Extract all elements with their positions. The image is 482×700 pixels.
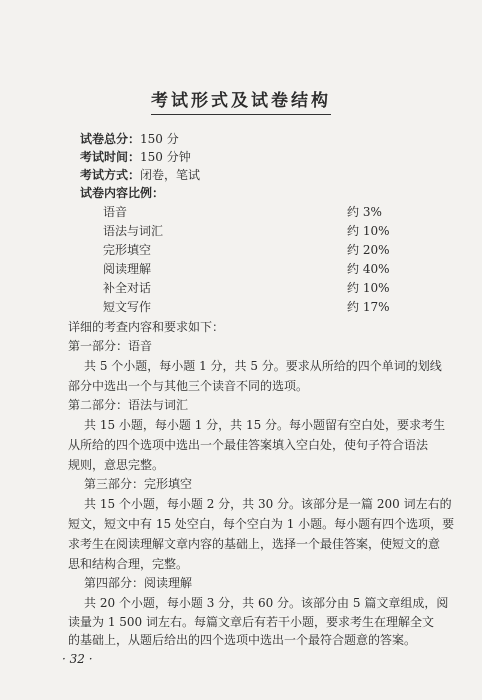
ratio-row [103,261,390,277]
ratio-row [103,242,390,258]
part1-text-line: 部分中选出一个与其他三个读音不同的选项。 [68,379,309,393]
part4-text-line: 读量为 1 500 词左右。每篇文章后有若干小题，要求考生在理解全文 [68,615,434,629]
exam-method-label: 考试方式： [80,168,141,182]
part3-text-line: 思和结构合理，完整。 [68,557,189,571]
part1-text-line: 共 5 个小题，每小题 1 分，共 5 分。要求从所给的四个单词的划线 [84,359,442,373]
part4-heading: 第四部分：阅读理解 [84,576,193,590]
ratio-percent: 约 10% [347,281,390,295]
part3-text-line: 短文，短文中有 15 处空白，每个空白为 1 小题。每小题有四个选项，要 [68,517,455,531]
ratio-percent: 约 20% [347,243,390,257]
exam-method-value: 闭卷，笔试 [140,168,201,182]
exam-time [80,149,191,165]
ratio-name: 补全对话 [103,281,152,295]
exam-time-value: 150 分钟 [140,150,191,164]
total-score-label: 试卷总分： [80,132,141,146]
details-intro: 详细的考查内容和要求如下： [68,320,225,334]
part4-text-line: 共 20 个小题，每小题 3 分，共 60 分。该部分由 5 篇文章组成，阅 [84,596,449,610]
exam-time-label: 考试时间： [80,150,141,164]
part2-text-line: 从所给的四个选项中选出一个最佳答案填入空白处，使句子符合语法 [68,438,429,452]
ratio-row [103,223,390,239]
exam-method [80,167,200,183]
part3-text-line: 求考生在阅读理解文章内容的基础上，选择一个最佳答案，使短文的意 [68,537,441,551]
page-title: 考试形式及试卷结构 [0,86,482,111]
ratio-percent: 约 10% [347,224,390,238]
ratio-percent: 约 17% [347,300,390,314]
ratio-percent: 约 3% [347,205,382,219]
ratio-percent: 约 40% [347,262,390,276]
ratio-name: 语音 [103,205,128,219]
ratio-row [103,299,390,315]
part3-text-line: 共 15 个小题，每小题 2 分，共 30 分。该部分是一篇 200 词左右的 [84,497,452,511]
content-ratio-heading: 试卷内容比例： [80,186,165,200]
part2-text-line: 共 15 小题，每小题 1 分，共 15 分。每小题留有空白处，要求考生 [84,418,446,432]
ratio-name: 阅读理解 [103,262,152,276]
ratio-name: 完形填空 [103,243,152,257]
part3-heading: 第三部分：完形填空 [84,477,193,491]
page-number: · 32 · [62,652,93,666]
part4-text-line: 的基础上，从题后给出的四个选项中选出一个最符合题意的答案。 [68,633,417,647]
ratio-row [103,204,382,220]
ratio-name: 语法与词汇 [103,224,164,238]
ratio-row [103,280,390,296]
ratio-name: 短文写作 [103,300,152,314]
total-score [80,131,179,147]
total-score-value: 150 分 [140,132,179,146]
part2-heading: 第二部分：语法与词汇 [68,398,189,412]
part1-heading: 第一部分：语音 [68,339,153,353]
part2-text-line: 规则，意思完整。 [68,458,165,472]
